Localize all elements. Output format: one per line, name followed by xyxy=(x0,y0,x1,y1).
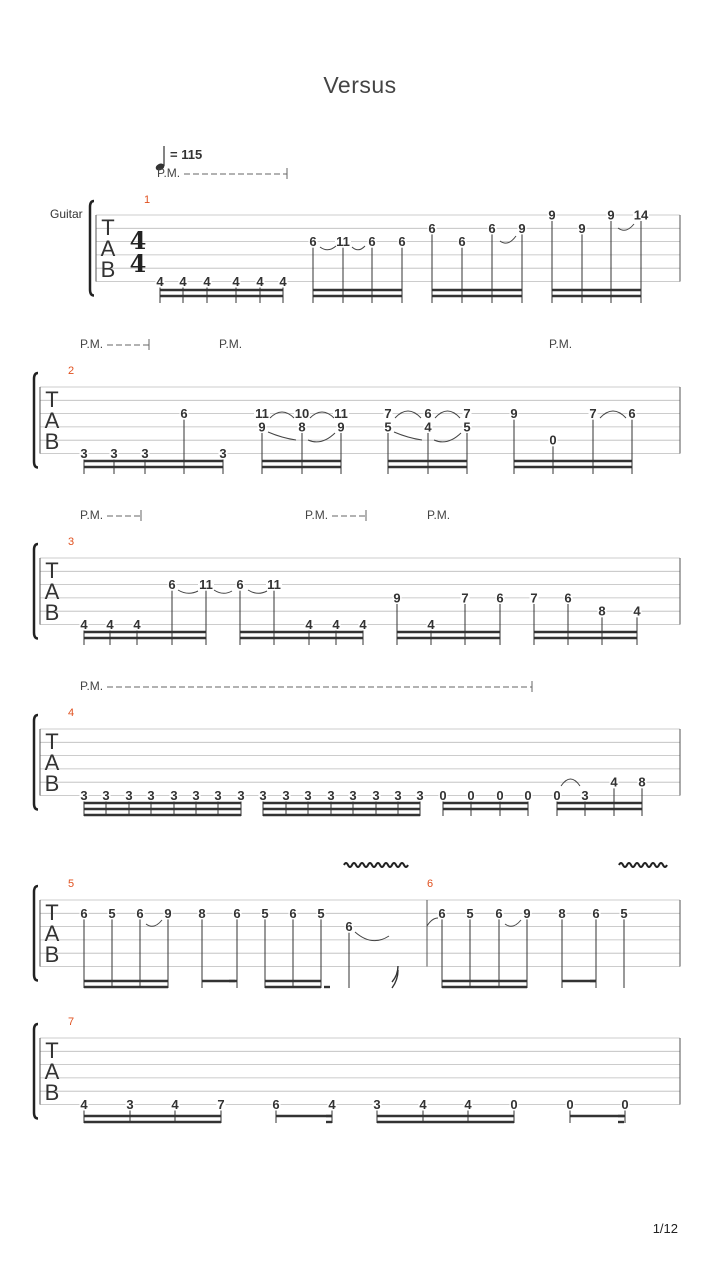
tab-clef-letter: T xyxy=(45,729,59,754)
tab-system xyxy=(34,878,680,988)
fret-number: 4 xyxy=(279,274,287,289)
fret-number: 7 xyxy=(217,1097,225,1112)
fret-number: 3 xyxy=(304,788,312,803)
fret-number: 8 xyxy=(198,905,206,921)
fret-number: 0 xyxy=(553,788,561,803)
slide-line xyxy=(500,236,516,243)
fret-number: 5 xyxy=(384,419,392,435)
tab-clef-letter: A xyxy=(44,750,60,775)
palm-mute-label: P.M. xyxy=(219,337,243,351)
tab-clef-letter: B xyxy=(44,429,60,454)
fret-number: 4 xyxy=(305,617,313,632)
fret-number: 7 xyxy=(463,406,471,422)
fret-number: 4 xyxy=(419,1097,427,1112)
slide-line xyxy=(394,432,422,440)
palm-mute-label: P.M. xyxy=(305,508,329,522)
song-title: Versus xyxy=(323,72,397,98)
slide-line xyxy=(248,590,267,593)
fret-number: 9 xyxy=(510,406,518,422)
slide-line xyxy=(505,920,521,926)
tab-clef-letter: T xyxy=(45,558,59,583)
fret-number: 3 xyxy=(80,446,88,461)
fret-number: 9 xyxy=(337,419,345,435)
measure-number: 7 xyxy=(68,1016,75,1028)
tab-clef-letter: A xyxy=(44,408,60,433)
fret-number: 14 xyxy=(633,207,649,223)
tab-clef-letter: B xyxy=(44,771,60,796)
fret-number: 4 xyxy=(232,274,240,289)
fret-number: 6 xyxy=(428,220,436,236)
fret-number: 11 xyxy=(255,406,269,422)
slide-line xyxy=(618,224,634,230)
system-bracket xyxy=(34,544,38,639)
fret-number: 11 xyxy=(336,234,350,250)
measure-number: 1 xyxy=(144,194,151,206)
slur-arc xyxy=(310,412,334,418)
page-number: 1/12 xyxy=(652,1221,678,1236)
fret-number: 3 xyxy=(282,788,290,803)
palm-mute-label: P.M. xyxy=(427,508,451,522)
tab-system xyxy=(34,679,680,816)
fret-number: 4 xyxy=(106,617,114,632)
fret-number: 7 xyxy=(530,590,538,606)
tab-clef-letter: T xyxy=(45,900,59,925)
fret-number: 4 xyxy=(133,617,141,632)
fret-number: 3 xyxy=(102,788,110,803)
measure-number: 5 xyxy=(68,878,75,890)
notation-marks xyxy=(146,224,667,1122)
measure-number: 4 xyxy=(68,707,75,719)
fret-number: 3 xyxy=(192,788,200,803)
fret-number: 3 xyxy=(237,788,245,803)
fret-number: 6 xyxy=(398,234,406,250)
fret-number: 6 xyxy=(628,406,636,422)
fret-number: 6 xyxy=(272,1097,280,1112)
fret-number: 3 xyxy=(581,788,589,803)
fret-number: 3 xyxy=(80,788,88,803)
slur-arc xyxy=(600,411,626,418)
fret-number: 3 xyxy=(327,788,335,803)
measure-number: 6 xyxy=(427,878,434,890)
fret-number: 0 xyxy=(549,432,557,448)
fret-number: 5 xyxy=(466,905,474,921)
fret-number: 6 xyxy=(458,234,466,250)
time-sig-top: 4 xyxy=(129,226,147,255)
fret-number: 10 xyxy=(294,406,310,422)
fret-number: 3 xyxy=(110,446,118,461)
tab-systems xyxy=(34,166,680,1123)
fret-number: 6 xyxy=(592,905,600,921)
fret-number: 4 xyxy=(80,1097,88,1112)
fret-number: 5 xyxy=(620,905,628,921)
palm-mute-label: P.M. xyxy=(157,166,181,180)
slur-arc xyxy=(395,411,421,418)
fret-number: 9 xyxy=(164,905,172,921)
palm-mute-label: P.M. xyxy=(80,679,104,693)
fret-number: 6 xyxy=(289,905,297,921)
fret-number: 9 xyxy=(523,905,531,921)
tab-system xyxy=(34,1016,680,1123)
fret-number: 9 xyxy=(578,220,586,236)
fret-number: 3 xyxy=(141,446,149,461)
fret-number: 4 xyxy=(171,1097,179,1112)
fret-number: 6 xyxy=(488,220,496,236)
fret-number: 6 xyxy=(495,905,503,921)
fret-number: 9 xyxy=(518,220,526,236)
time-sig-bottom: 4 xyxy=(129,249,147,278)
tempo-label: = 115 xyxy=(170,147,203,162)
tab-clef-letter: A xyxy=(44,1059,60,1084)
fret-number: 6 xyxy=(438,905,446,921)
fret-number: 11 xyxy=(334,406,348,422)
fret-number: 3 xyxy=(373,1097,381,1112)
fret-number: 4 xyxy=(359,617,367,632)
system-bracket xyxy=(34,886,38,981)
fret-number: 4 xyxy=(80,617,88,632)
fret-number: 6 xyxy=(180,406,188,422)
fret-number: 7 xyxy=(589,406,597,422)
fret-number: 4 xyxy=(424,419,432,435)
slide-line xyxy=(178,590,198,593)
fret-number: 9 xyxy=(258,419,266,435)
fret-number: 6 xyxy=(345,919,353,935)
fret-number: 0 xyxy=(621,1097,629,1112)
fret-number: 6 xyxy=(424,406,432,422)
fret-number: 9 xyxy=(607,207,615,223)
fret-number: 6 xyxy=(496,590,504,606)
fret-number: 9 xyxy=(393,590,401,606)
fret-number: 8 xyxy=(298,419,306,435)
fret-number: 9 xyxy=(548,207,556,223)
fret-number: 3 xyxy=(372,788,380,803)
slide-line xyxy=(146,920,162,926)
fret-number: 0 xyxy=(467,788,475,803)
slide-line xyxy=(352,246,365,250)
tab-system xyxy=(34,337,680,474)
fret-number: 0 xyxy=(566,1097,574,1112)
fret-number: 0 xyxy=(524,788,532,803)
fret-number: 6 xyxy=(368,234,376,250)
fret-number: 0 xyxy=(439,788,447,803)
tab-clef-letter: B xyxy=(44,600,60,625)
tab-clef-letter: T xyxy=(45,387,59,412)
fret-number: 6 xyxy=(168,577,176,593)
fret-number: 3 xyxy=(126,1097,134,1112)
fret-number: 4 xyxy=(610,774,618,790)
slur-arc xyxy=(435,411,460,418)
slide-line xyxy=(268,432,296,440)
tab-clef-letter: T xyxy=(45,1038,59,1063)
fret-number: 5 xyxy=(108,905,116,921)
fret-number: 8 xyxy=(598,603,606,619)
tab-clef-letter: A xyxy=(100,236,116,261)
fret-number: 3 xyxy=(259,788,267,803)
tab-clef-letter: B xyxy=(100,257,116,282)
system-bracket xyxy=(34,715,38,810)
fret-number: 3 xyxy=(147,788,155,803)
fret-number: 0 xyxy=(510,1097,518,1112)
measure-number: 2 xyxy=(68,365,75,377)
fret-number: 3 xyxy=(214,788,222,803)
fret-number: 4 xyxy=(464,1097,472,1112)
measure-number: 3 xyxy=(68,536,75,548)
fret-number: 4 xyxy=(156,274,164,289)
vibrato-icon xyxy=(619,863,667,867)
fret-number: 4 xyxy=(332,617,340,632)
fret-number: 6 xyxy=(233,905,241,921)
fret-number: 7 xyxy=(461,590,469,606)
fret-number: 5 xyxy=(463,419,471,435)
tab-system xyxy=(34,508,680,645)
fret-number: 3 xyxy=(125,788,133,803)
system-bracket xyxy=(34,373,38,468)
fret-number: 6 xyxy=(564,590,572,606)
fret-number: 4 xyxy=(179,274,187,289)
slide-line xyxy=(214,590,232,593)
tab-clef-letter: B xyxy=(44,942,60,967)
fret-number: 8 xyxy=(638,774,646,790)
palm-mute-label: P.M. xyxy=(549,337,573,351)
fret-number: 4 xyxy=(256,274,264,289)
system-bracket xyxy=(34,1024,38,1119)
fret-number: 3 xyxy=(219,446,227,461)
fret-number: 6 xyxy=(236,577,244,593)
fret-number: 4 xyxy=(328,1097,336,1112)
fret-number: 6 xyxy=(309,234,317,250)
fret-number: 6 xyxy=(136,905,144,921)
tab-clef-letter: A xyxy=(44,921,60,946)
system-bracket xyxy=(90,201,94,296)
fret-number: 0 xyxy=(496,788,504,803)
palm-mute-label: P.M. xyxy=(80,508,104,522)
instrument-label: Guitar xyxy=(50,207,83,221)
tab-clef-letter: T xyxy=(101,215,115,240)
vibrato-icon xyxy=(344,863,408,867)
fret-number: 4 xyxy=(633,603,641,619)
slide-line xyxy=(427,918,438,926)
tab-clef-letter: B xyxy=(44,1080,60,1105)
fret-number: 3 xyxy=(170,788,178,803)
fret-number: 6 xyxy=(80,905,88,921)
fret-number: 11 xyxy=(267,577,281,593)
slide-line xyxy=(320,246,336,250)
fret-number: 4 xyxy=(427,617,435,632)
fret-number: 11 xyxy=(199,577,213,593)
fret-number: 5 xyxy=(317,905,325,921)
fret-number: 4 xyxy=(203,274,211,289)
tab-clef-letter: A xyxy=(44,579,60,604)
fret-number: 8 xyxy=(558,905,566,921)
tab-system xyxy=(90,166,680,303)
fret-number: 7 xyxy=(384,406,392,422)
fret-number: 5 xyxy=(261,905,269,921)
fret-number: 3 xyxy=(349,788,357,803)
slur-arc xyxy=(270,412,294,418)
palm-mute-label: P.M. xyxy=(80,337,104,351)
fret-number: 3 xyxy=(394,788,402,803)
fret-number: 3 xyxy=(416,788,424,803)
tie-arc xyxy=(355,932,389,941)
